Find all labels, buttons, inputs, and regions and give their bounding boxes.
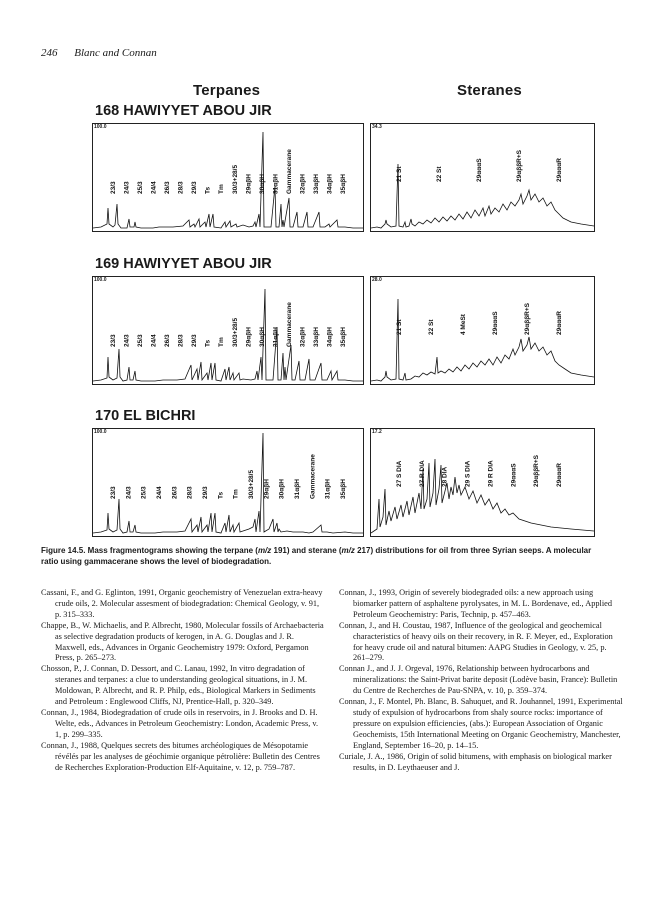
peak-label: 25/3 — [137, 181, 145, 194]
peak-label: 29αααR — [556, 158, 563, 182]
terpane-scale-169: 100.0 — [94, 277, 107, 283]
peak-label: 29αααS — [492, 311, 499, 335]
peak-label: Gammacerane — [285, 302, 293, 347]
peak-label: 29αβH — [245, 174, 253, 194]
reference-entry: Curiale, J. A., 1986, Origin of solid bitumens, with emphasis on biological marker results, in D. Leythaeuser and J. — [339, 751, 612, 772]
terpane-scale-168: 100.0 — [94, 124, 107, 130]
peak-label: 29αααR — [556, 311, 563, 335]
peak-label: Tm — [232, 489, 240, 499]
reference-entry: Connan, J., 1984, Biodegradation of crude oils in reservoirs, in J. Brooks and D. H. Welte, eds., Advances in Petroleum Geochemistry: London, Academic Press, v. 1, p. 299–335. — [41, 707, 319, 739]
reference-entry: Connan, J., 1988, Quelques secrets des bitumes archéologiques de Mésopotamie révélés par les analyses de géochimie organique pétrolière: Bulletin des Centres de Recherches Exploration-Production Elf-Aquitaine, v. 12, p. 759–787. — [41, 740, 320, 772]
peak-label: 25/3 — [137, 334, 145, 347]
peak-label: 22 St — [436, 166, 443, 182]
peak-label: Tm — [218, 337, 226, 347]
peak-label: 26/3 — [164, 334, 172, 347]
sterane-scale-170: 17.2 — [372, 429, 382, 435]
peak-label: 29αββR+S — [516, 150, 523, 182]
peak-label: 29αββR+S — [524, 303, 531, 335]
peak-label: 21 St — [396, 166, 403, 182]
peak-label: 24/4 — [156, 486, 163, 499]
peak-label: 29αααR — [556, 463, 563, 487]
reference-entry: Connan, J., F. Montel, Ph. Blanc, B. Sahuquet, and R. Jouhannel, 1991, Experimental study of expulsion of hydrocarbons from shaly source rocks: importance of pressure on expulsion efficiencies, (abs.): European Association of Organic Geochemists, 15th International Meeting on Organic Geochemistry, Manchester, England, September 16–20, p. 14–15. — [339, 697, 623, 750]
peak-label: 32αβH — [299, 174, 307, 194]
sterane-chromatogram-170 — [370, 428, 595, 537]
caption-prefix: Figure 14.5. Mass fragmentograms showing the terpane ( — [41, 546, 258, 555]
caption-suffix: 217) distributions for oil from three Syrian seeps. A molecular ratio using gammacerane shows the level of biodegradation. — [41, 546, 592, 566]
peak-label: 28 DIA — [441, 466, 449, 487]
caption-mid: 191) and sterane ( — [271, 546, 342, 555]
terpane-chromatogram-170 — [92, 428, 364, 537]
reference-entry: Chappe, B., W. Michaelis, and P. Albrecht, 1980, Molecular fossils of Archaebacteria as selective degradation products of kerogen, in A. G. Douglas and J. R. Maxwell, eds., Advances in Organic Geochemistry 1979: Oxford, Pergamon Press, p. 265–273. — [41, 620, 324, 663]
peak-label: 30αβH — [278, 479, 286, 499]
peak-label: 22 St — [428, 319, 435, 335]
peak-label: 4 MeSt — [460, 314, 467, 335]
peak-label: 29/3 — [191, 334, 199, 347]
peak-label: Ts — [204, 186, 212, 194]
running-head — [41, 47, 157, 59]
peak-label: 27 R DIA — [418, 460, 426, 487]
peak-label: 32αβH — [299, 327, 307, 347]
peak-label: 30αβH — [258, 327, 266, 347]
terpane-scale-170: 100.0 — [94, 429, 107, 435]
page-number: 246 — [41, 47, 58, 59]
peak-label: 26/3 — [164, 181, 172, 194]
peak-label: 24/3 — [125, 486, 133, 499]
terpane-chromatogram-169 — [92, 276, 364, 385]
sterane-chromatogram-169 — [370, 276, 595, 385]
peak-label: 25/3 — [140, 486, 148, 499]
peak-label: 31αβH — [272, 174, 280, 194]
peak-label: Tm — [218, 184, 226, 194]
terpane-chromatogram-168 — [92, 123, 364, 232]
peak-label: 34αβH — [326, 174, 334, 194]
sample-168-title: 168 HAWIYYET ABOU JIR — [95, 103, 272, 119]
sample-169-title: 169 HAWIYYET ABOU JIR — [95, 256, 272, 272]
references-left-column — [41, 588, 326, 773]
peak-label: 35αβH — [340, 479, 347, 499]
reference-entry: Cassani, F., and G. Eglinton, 1991, Organic geochemistry of Venezuelan extra-heavy crude oils, 2. Molecular assesment of biodegradation: Chemical Geology, v. 91, p. 315–333. — [41, 588, 323, 619]
peak-label: Gammacerane — [285, 149, 293, 194]
peak-label: 31αβH — [294, 479, 301, 499]
peak-label: 28/3 — [177, 181, 185, 194]
steranes-title: Steranes — [457, 82, 522, 99]
peak-label: 21 St — [396, 319, 403, 335]
peak-label: Gammacerane — [309, 454, 317, 499]
peak-label: 31αβH — [324, 479, 332, 499]
sterane-scale-169: 28.0 — [372, 277, 382, 283]
peak-label: 30/3+28/5 — [248, 469, 255, 499]
peak-label: 30/3+28/5 — [231, 164, 239, 194]
peak-label: 29αβH — [263, 479, 271, 499]
terpane-trace-168 — [93, 124, 363, 231]
peak-label: 33αβH — [312, 174, 320, 194]
peak-label: 24/4 — [150, 181, 158, 194]
peak-label: 24/3 — [123, 181, 131, 194]
peak-label: 34αβH — [326, 327, 334, 347]
sterane-chromatogram-168 — [370, 123, 595, 232]
peak-label: 23/3 — [110, 486, 117, 499]
peak-label: 23/3 — [110, 181, 117, 194]
sterane-trace-170 — [371, 429, 594, 536]
peak-label: 29 R DIA — [487, 460, 495, 487]
caption-mz-2: m/z — [341, 546, 355, 555]
peak-label: 33αβH — [312, 327, 320, 347]
reference-entry: Connan J., and J. J. Orgeval, 1976, Relationship between hydrocarbons and mineralizations: the Saint-Privat barite deposit (Lodève basin, France): Bulletin du Centre de Recherches de Pau-SNPA, v. 10, p. 359–374. — [339, 664, 618, 696]
caption-mz-1: m/z — [257, 546, 272, 555]
peak-label: Ts — [217, 491, 225, 499]
sterane-trace-169 — [371, 277, 594, 384]
peak-label: 35αβH — [340, 327, 347, 347]
running-head-authors: Blanc and Connan — [74, 47, 157, 59]
peak-label: 23/3 — [110, 334, 117, 347]
peak-label: Ts — [204, 339, 212, 347]
peak-label: 29 S DIA — [464, 460, 472, 487]
terpane-trace-169 — [93, 277, 363, 384]
peak-label: 28/3 — [177, 334, 185, 347]
peak-label: 29αββR+S — [533, 455, 541, 487]
terpanes-title: Terpanes — [193, 82, 261, 99]
references-right-column — [339, 588, 624, 773]
peak-label: 29αααS — [510, 463, 518, 487]
terpane-trace-170 — [93, 429, 363, 536]
peak-label: 29/3 — [202, 486, 209, 499]
sample-170-title: 170 EL BICHRI — [95, 408, 196, 424]
peak-label: 29αααS — [476, 158, 483, 182]
peak-label: 30/3+28/5 — [231, 317, 239, 347]
peak-label: 24/4 — [150, 334, 158, 347]
reference-entry: Connan, J., and H. Coustau, 1987, Influence of the geological and geochemical characteristics of heavy oils on their recovery, in R. F. Meyer, ed., Exploration for heavy crude oil and natural bitumen: AAPG Studies in Geology, v. 25, p. 261–279. — [339, 620, 613, 663]
peak-label: 31αβH — [272, 327, 280, 347]
peak-label: 26/3 — [171, 486, 179, 499]
peak-label: 27 S DIA — [396, 460, 403, 487]
sterane-scale-168: 34.3 — [372, 124, 382, 130]
reference-entry: Chosson, P., J. Connan, D. Dessort, and C. Lanau, 1992, In vitro degradation of steranes and terpanes: a clue to understanding geological situations, in J. M. Moldowan, P. Albrecht, and R. P. Philp, eds., Biological Markers in Sediments and Petroleum : Englewood Cliffs, NJ, Prentice-Hall, p. 320–349. — [41, 664, 316, 707]
peak-label: 35αβH — [340, 174, 347, 194]
peak-label: 29αβH — [245, 327, 253, 347]
peak-label: 30αβH — [258, 174, 266, 194]
reference-entry: Connan, J., 1993, Origin of severely biodegraded oils: a new approach using biomarker pattern of asphaltene pyrolysates, in M. L. Bordenave, ed., Applied Petroleum Geochemistry: Paris, Technip, p. 457–463. — [339, 588, 612, 619]
sterane-trace-168 — [371, 124, 594, 231]
peak-label: 28/3 — [186, 486, 194, 499]
figure-caption — [41, 545, 601, 567]
peak-label: 29/3 — [191, 181, 199, 194]
peak-label: 24/3 — [123, 334, 131, 347]
